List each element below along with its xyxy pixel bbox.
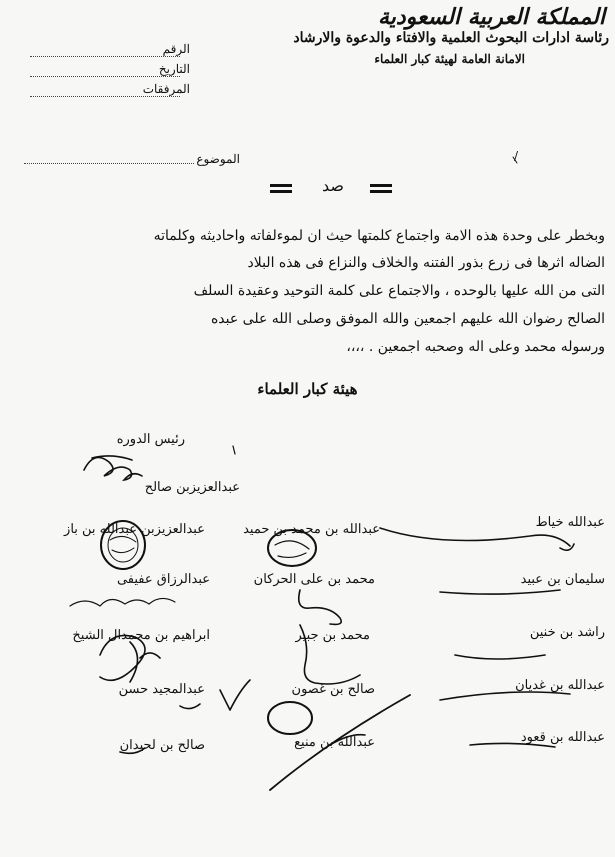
signatory-name: عبدالرزاق عفيفى <box>116 572 210 587</box>
signatory-name: محمد بن على الحركان <box>253 572 375 587</box>
signature-khunain <box>455 655 545 659</box>
signatory-name: محمد بن جبير <box>295 628 370 643</box>
signatory-name: سليمان بن عبيد <box>520 572 605 587</box>
signatory-name: عبدالله بن غديان <box>515 678 605 693</box>
date-label: التاريخ <box>158 62 190 76</box>
subject-mark: / <box>514 149 519 163</box>
subject-line <box>24 163 194 164</box>
signatory-name: راشد بن خنين <box>529 625 605 640</box>
signature-khayyat <box>380 528 570 546</box>
signatory-name: عبدالله بن منيع <box>294 735 375 750</box>
seal-ibn-muneea <box>268 702 312 734</box>
date-dash-right-top <box>370 184 392 187</box>
date-dash-left-top <box>270 184 292 187</box>
signature-obaid <box>440 590 560 594</box>
body-line-5: ورسوله محمد وعلى اله وصحبه اجمعين . ،،،، <box>346 339 605 355</box>
signature-afifi <box>70 598 175 606</box>
body-line-3: التى من الله عليها بالوحده ، والاجتماع على كلمة التوحيد وعقيدة السلف <box>193 283 605 299</box>
date-mark: صد <box>322 176 344 195</box>
letterhead-department: رئاسة ادارات البحوث العلمية والافتاء والدعوة والارشاد <box>293 30 609 46</box>
body-line-4: الصالح رضوان الله عليهم اجمعين والله الموفق وصلى الله على عبده <box>210 311 605 327</box>
signatory-name: عبدالله خياط <box>535 515 605 530</box>
signatures-title: هيئة كبار العلماء <box>257 380 358 398</box>
body-line-2: الضاله اثرها فى زرع بذور الفتنه والخلاف والنزاع فى هذه البلاد <box>247 255 605 271</box>
signatory-name: عبدالله بن محمد بن حميد <box>243 522 380 537</box>
signatory-name: عبدالله بن قعود <box>520 730 605 745</box>
signature-ghudayyan <box>440 692 570 700</box>
letterhead-secretariat: الامانة العامة لهيئة كبار العلماء <box>374 52 525 66</box>
signature-abdulmajeed <box>220 680 250 710</box>
number-line <box>30 56 180 57</box>
number-label: الرقم <box>162 42 190 56</box>
signatory-name: عبدالعزيزبن صالح <box>144 480 240 495</box>
date-dash-right-bottom <box>370 190 392 193</box>
subject-label: الموضوع <box>196 152 240 166</box>
attachments-line <box>30 96 180 97</box>
signatory-name: صالح بن لحيدان <box>119 738 205 753</box>
chairman-label: رئيس الدوره <box>116 432 185 447</box>
date-line <box>30 76 180 77</box>
signatory-name: ابراهيم بن محمدال الشيخ <box>72 628 210 643</box>
signature-harakan <box>299 590 342 624</box>
signatory-name: عبدالمجيد حسن <box>118 682 205 697</box>
attachments-label: المرفقات <box>142 82 190 96</box>
signatory-name: صالح بن غصون <box>291 682 375 697</box>
date-dash-left-bottom <box>270 190 292 193</box>
signature-chairman <box>84 458 142 481</box>
signatory-name: عبدالعزيزبن عبدالله بن باز <box>64 522 205 537</box>
letterhead-kingdom: المملكة العربية السعودية <box>377 4 605 30</box>
body-line-1: وبخطر على وحدة هذه الامة واجتماع كلمتها حيث ان لموءلفاته واحاديثه وكلماته <box>153 228 605 244</box>
